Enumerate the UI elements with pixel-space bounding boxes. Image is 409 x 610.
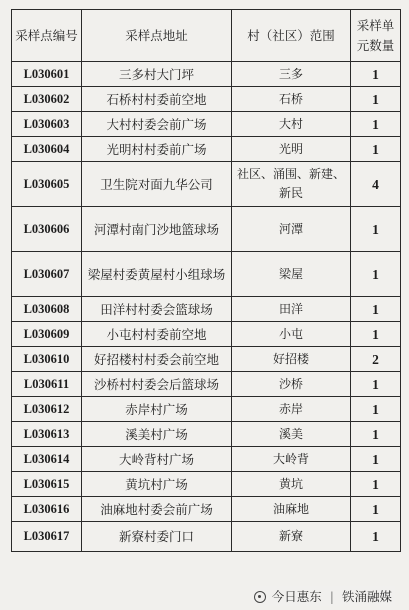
row-area: 大村: [232, 112, 351, 137]
row-area: 石桥: [232, 87, 351, 112]
row-count: 1: [351, 397, 401, 422]
row-address: 黄坑村广场: [82, 472, 232, 497]
header-address: 采样点地址: [82, 10, 232, 62]
row-area: 社区、涌围、新建、新民: [232, 162, 351, 207]
row-code: L030606: [12, 207, 82, 252]
row-count: 1: [351, 252, 401, 297]
row-area: 光明: [232, 137, 351, 162]
row-count: 1: [351, 87, 401, 112]
row-code: L030616: [12, 497, 82, 522]
row-code: L030615: [12, 472, 82, 497]
row-area: 田洋: [232, 297, 351, 322]
row-address: 赤岸村广场: [82, 397, 232, 422]
row-address: 沙桥村村委会后篮球场: [82, 372, 232, 397]
source-watermark: [251, 586, 395, 606]
row-count: 1: [351, 137, 401, 162]
table-row: [12, 87, 401, 112]
table-row: [12, 472, 401, 497]
row-code: L030607: [12, 252, 82, 297]
table-row: [12, 207, 401, 252]
row-area: 好招楼: [232, 347, 351, 372]
row-area: 赤岸: [232, 397, 351, 422]
row-count: 1: [351, 447, 401, 472]
row-code: L030605: [12, 162, 82, 207]
table-row: [12, 62, 401, 87]
table-row: [12, 322, 401, 347]
row-count: 1: [351, 207, 401, 252]
row-count: 1: [351, 522, 401, 552]
table-row: [12, 137, 401, 162]
table-row: [12, 372, 401, 397]
row-count: 1: [351, 497, 401, 522]
row-code: L030612: [12, 397, 82, 422]
row-code: L030613: [12, 422, 82, 447]
table-row: [12, 162, 401, 207]
source-logo-icon: [254, 591, 266, 603]
row-address: 小屯村村委前空地: [82, 322, 232, 347]
table-row: [12, 497, 401, 522]
row-address: 石桥村村委前空地: [82, 87, 232, 112]
row-code: L030601: [12, 62, 82, 87]
table-row: [12, 397, 401, 422]
row-area: 新寮: [232, 522, 351, 552]
watermark-left: 今日惠东: [271, 589, 322, 604]
row-code: L030609: [12, 322, 82, 347]
row-code: L030608: [12, 297, 82, 322]
row-count: 1: [351, 322, 401, 347]
row-code: L030610: [12, 347, 82, 372]
table-row: [12, 297, 401, 322]
header-count: 采样单元数量: [351, 10, 401, 62]
row-area: 河潭: [232, 207, 351, 252]
row-count: 4: [351, 162, 401, 207]
table-row: [12, 522, 401, 552]
row-count: 1: [351, 112, 401, 137]
row-count: 1: [351, 62, 401, 87]
table-row: [12, 347, 401, 372]
table-row: [12, 112, 401, 137]
row-address: 三多村大门坪: [82, 62, 232, 87]
row-count: 1: [351, 297, 401, 322]
row-area: 沙桥: [232, 372, 351, 397]
row-count: 1: [351, 422, 401, 447]
table-header-row: [12, 10, 401, 62]
row-code: L030602: [12, 87, 82, 112]
sampling-points-table: [11, 9, 401, 552]
row-code: L030614: [12, 447, 82, 472]
row-area: 油麻地: [232, 497, 351, 522]
row-address: 田洋村村委会篮球场: [82, 297, 232, 322]
row-address: 溪美村广场: [82, 422, 232, 447]
row-count: 1: [351, 372, 401, 397]
row-code: L030611: [12, 372, 82, 397]
header-code: 采样点编号: [12, 10, 82, 62]
row-address: 油麻地村委会前广场: [82, 497, 232, 522]
row-address: 新寮村委门口: [82, 522, 232, 552]
row-address: 卫生院对面九华公司: [82, 162, 232, 207]
table-row: [12, 252, 401, 297]
row-address: 梁屋村委黄屋村小组球场: [82, 252, 232, 297]
row-code: L030604: [12, 137, 82, 162]
row-area: 大岭背: [232, 447, 351, 472]
row-address: 大村村委会前广场: [82, 112, 232, 137]
watermark-divider: |: [329, 589, 334, 604]
row-area: 梁屋: [232, 252, 351, 297]
row-count: 1: [351, 472, 401, 497]
row-area: 溪美: [232, 422, 351, 447]
watermark-right: 铁涌融媒: [341, 589, 392, 604]
row-count: 2: [351, 347, 401, 372]
row-area: 小屯: [232, 322, 351, 347]
row-address: 河潭村南门沙地篮球场: [82, 207, 232, 252]
row-address: 好招楼村村委会前空地: [82, 347, 232, 372]
table-row: [12, 447, 401, 472]
row-address: 光明村村委前广场: [82, 137, 232, 162]
row-address: 大岭背村广场: [82, 447, 232, 472]
row-area: 三多: [232, 62, 351, 87]
row-code: L030603: [12, 112, 82, 137]
table-row: [12, 422, 401, 447]
row-area: 黄坑: [232, 472, 351, 497]
row-code: L030617: [12, 522, 82, 552]
header-area: 村（社区）范围: [232, 10, 351, 62]
